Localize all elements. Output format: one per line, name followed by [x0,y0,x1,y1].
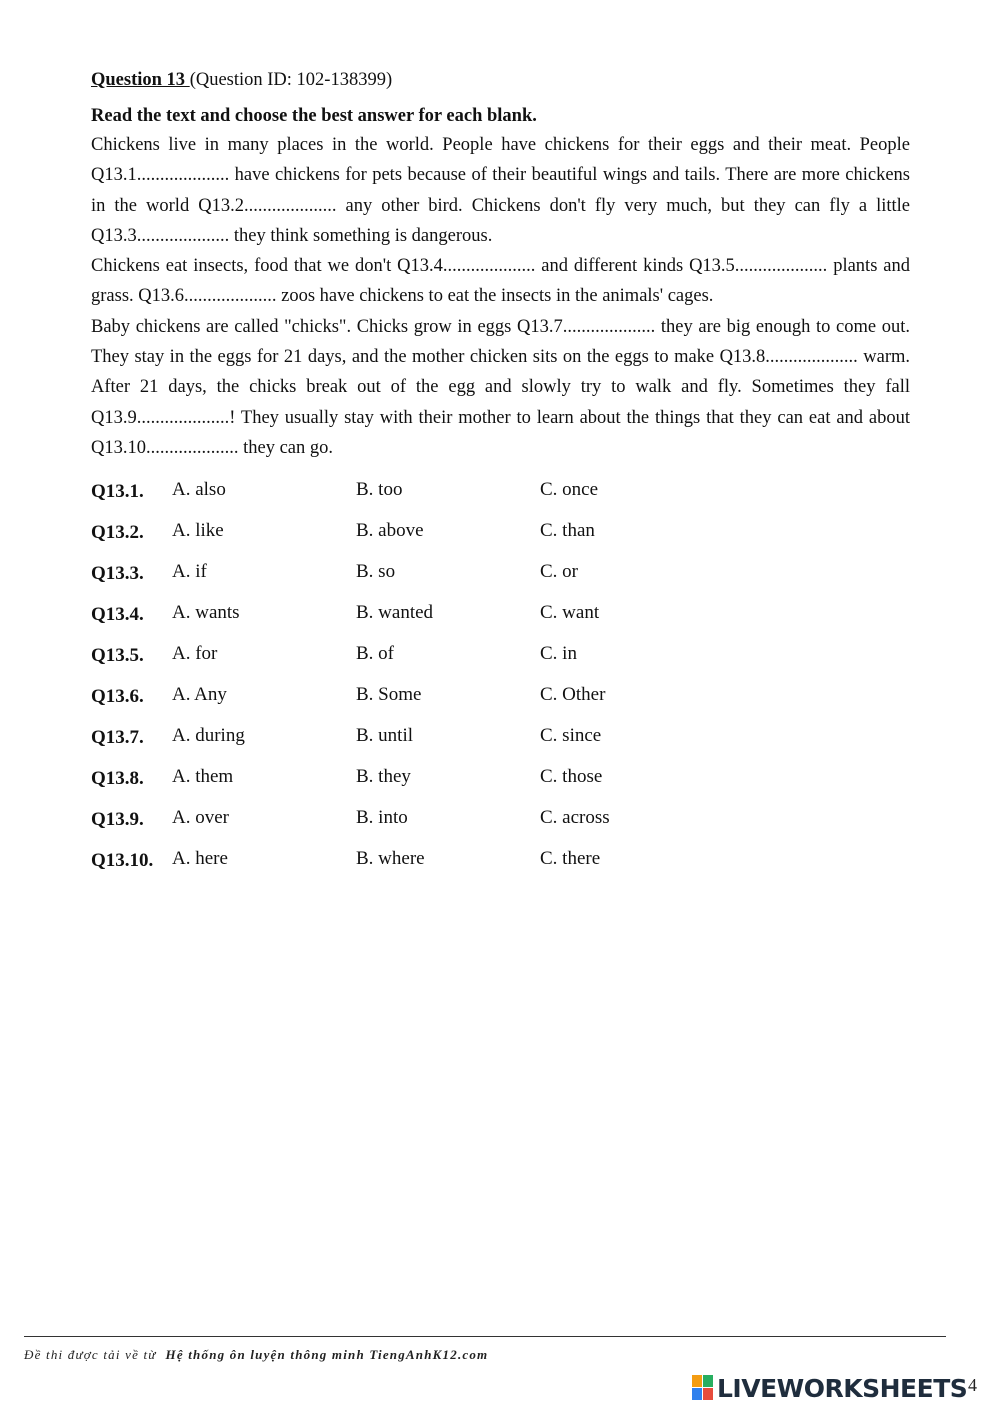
option-a[interactable]: A. over [172,807,229,828]
option-b[interactable]: B. too [356,479,403,500]
instruction: Read the text and choose the best answer for each blank. [91,106,537,126]
option-c[interactable]: C. in [540,643,577,664]
option-row-q13-1 [91,476,791,517]
question-number: Question 13 [91,70,190,90]
option-row-q13-4 [91,599,791,640]
question-id: (Question ID: 102-138399) [189,70,393,90]
option-b[interactable]: B. into [356,807,408,828]
option-row-q13-7 [91,722,791,763]
option-c[interactable]: C. since [540,725,602,746]
option-a[interactable]: A. for [172,643,218,664]
question-header [91,68,392,92]
option-number: Q13.4. [91,604,144,625]
option-a[interactable]: A. Any [172,684,227,705]
passage-paragraph-1: Chickens live in many places in the world. People have chickens for their eggs and their meat. People Q13.1.................... have chickens for pets because of their beautiful wings and tails. There are more chickens in the world Q13.2.................... any other bird. Chickens don't fly very much, but they can fly a little Q13.3.................... they think something is dangerous. [91,135,910,246]
option-b[interactable]: B. where [356,848,425,869]
option-b[interactable]: B. wanted [356,602,434,623]
answer-options [91,476,791,886]
option-row-q13-5 [91,640,791,681]
option-c[interactable]: C. or [540,561,578,582]
page-number: 4 [968,1375,977,1395]
option-a[interactable]: A. wants [172,602,240,623]
option-row-q13-2 [91,517,791,558]
option-b[interactable]: B. Some [356,684,422,705]
option-number: Q13.10. [91,850,154,871]
footer-divider [24,1336,946,1337]
liveworksheets-logo-icon [692,1375,714,1401]
brand-name: LIVEWORKSHEETS [717,1373,968,1403]
liveworksheets-brand[interactable] [692,1371,967,1405]
passage-paragraph-3: Baby chickens are called "chicks". Chicks grow in eggs Q13.7.................... they are big enough to come out. They stay in the eggs for 21 days, and the mother chicken sits on the eggs to make Q13.8.................... warm. After 21 days, the chicks break out of the egg and slowly try to walk and fly. Sometimes they fall Q13.9....................! They usually stay with their mother to learn about the things that they can eat and about Q13.10.................... they can go. [91,316,910,458]
option-row-q13-6 [91,681,791,722]
option-c[interactable]: C. Other [540,684,606,705]
option-number: Q13.9. [91,809,144,830]
option-number: Q13.6. [91,686,144,707]
option-c[interactable]: C. than [540,520,595,541]
option-c[interactable]: C. those [540,766,603,787]
option-a[interactable]: A. them [172,766,234,787]
option-row-q13-10 [91,845,791,886]
option-c[interactable]: C. once [540,479,599,500]
footer-site[interactable]: Hệ thống ôn luyện thông minh TiengAnhK12.com [165,1347,489,1362]
option-a[interactable]: A. like [172,520,224,541]
option-c[interactable]: C. across [540,807,610,828]
option-number: Q13.7. [91,727,144,748]
reading-passage [91,130,910,463]
option-a[interactable]: A. if [172,561,207,582]
option-b[interactable]: B. they [356,766,411,787]
option-a[interactable]: A. also [172,479,226,500]
option-b[interactable]: B. until [356,725,414,746]
passage-paragraph-2: Chickens eat insects, food that we don't Q13.4.................... and different kinds Q13.5.................... plants and grass. Q13.6.................... zoos have chickens to eat the insects in the animals' cages. [91,256,910,307]
option-number: Q13.2. [91,522,144,543]
option-c[interactable]: C. want [540,602,600,623]
option-number: Q13.8. [91,768,144,789]
option-row-q13-8 [91,763,791,804]
footer-source [24,1347,488,1363]
option-row-q13-3 [91,558,791,599]
option-c[interactable]: C. there [540,848,601,869]
option-b[interactable]: B. so [356,561,396,582]
option-a[interactable]: A. during [172,725,245,746]
option-b[interactable]: B. above [356,520,424,541]
option-row-q13-9 [91,804,791,845]
option-a[interactable]: A. here [172,848,228,869]
option-number: Q13.1. [91,481,144,502]
option-b[interactable]: B. of [356,643,394,664]
footer-prefix: Đề thi được tải về từ [24,1347,157,1362]
option-number: Q13.3. [91,563,144,584]
option-number: Q13.5. [91,645,144,666]
